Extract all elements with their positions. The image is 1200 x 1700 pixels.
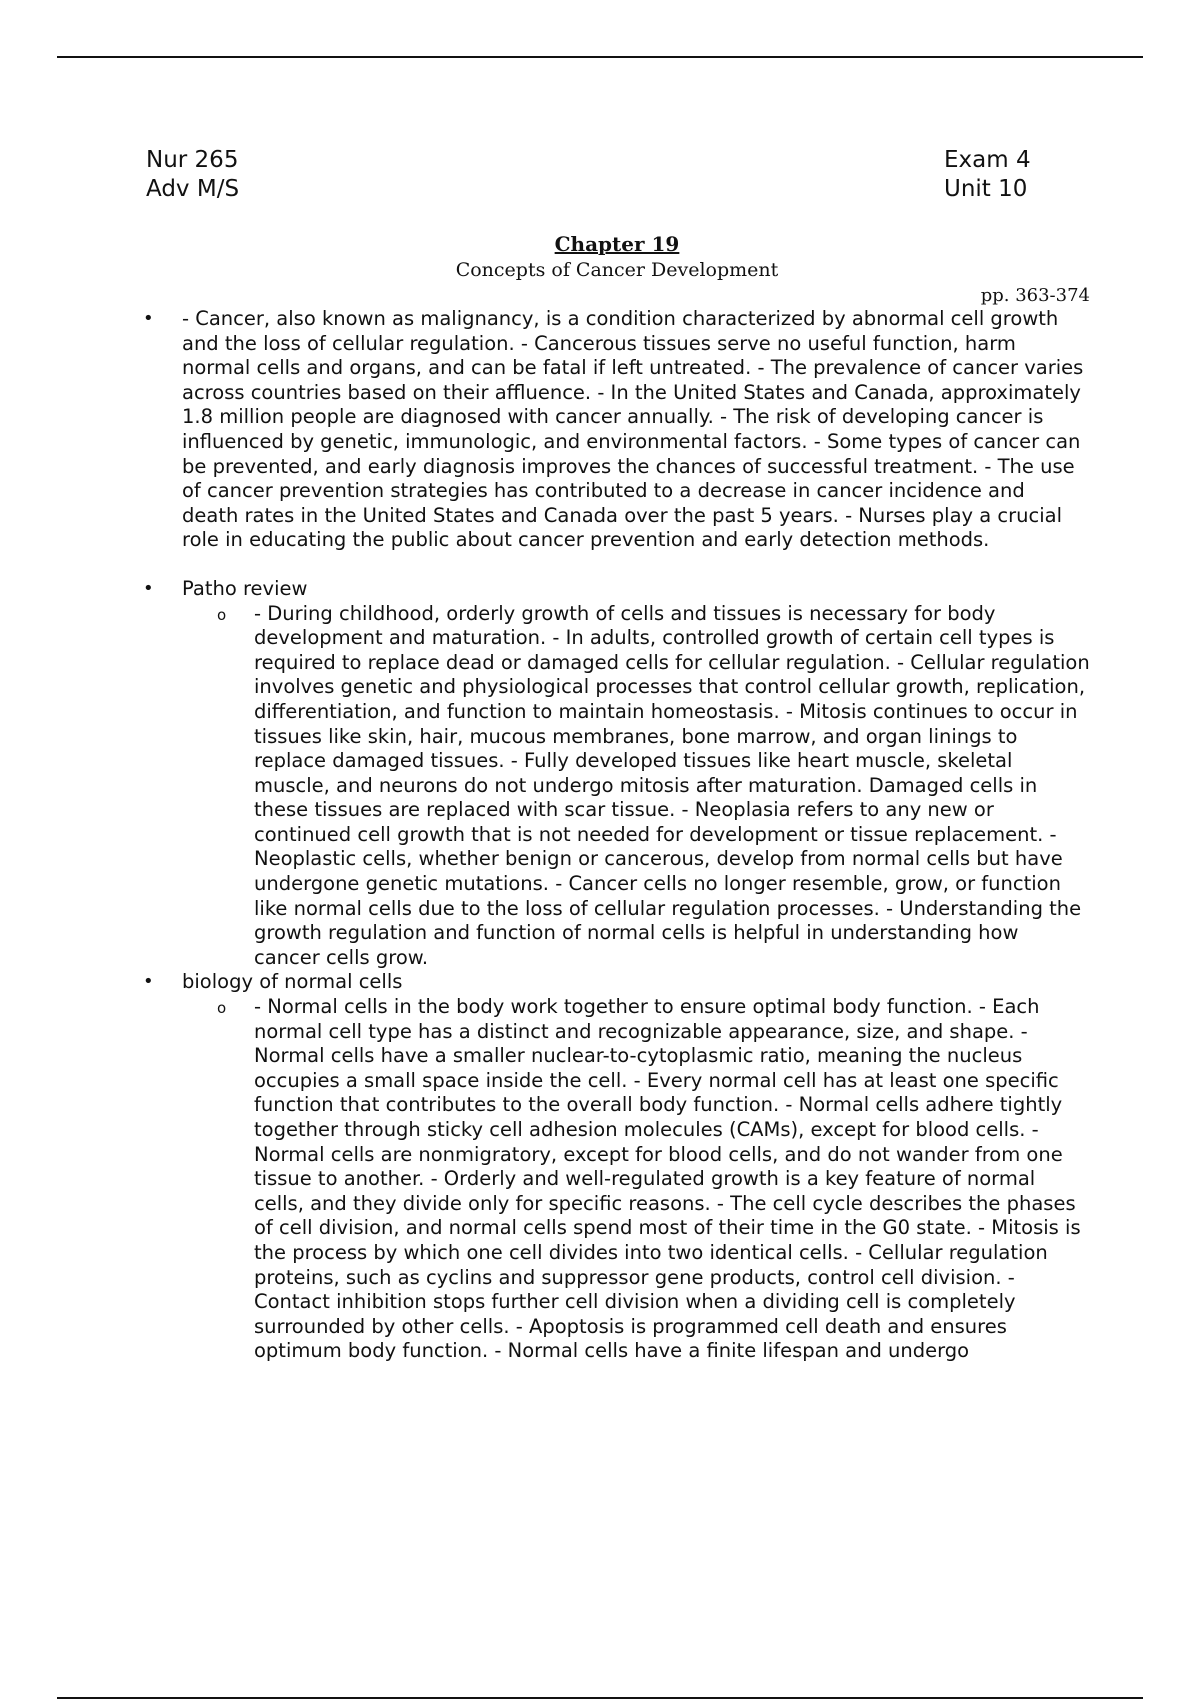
bullet-item-patho-review — [0, 577, 1087, 602]
bullet-dot-icon: • — [143, 577, 154, 599]
chapter-heading — [0, 231, 1200, 283]
chapter-subtitle: Concepts of Cancer Development — [455, 259, 779, 281]
sub-bullet-text: - During childhood, orderly growth of cells and tissues is necessary for body development and maturation. - In adults, controlled growth of certain cell types is required to replace dead or damaged cells for cellular regulation. - Cellular regulation involves genetic and physiological processes that control cellular growth, replication, differentiation, and function to maintain homeostasis. - Mitosis continues to occur in tissues like skin, hair, mucous membranes, bone marrow, and organ linings to replace damaged tissues. - Fully developed tissues like heart muscle, skeletal muscle, and neurons do not undergo mitosis after maturation. Damaged cells in these tissues are replaced with scar tissue. - Neoplasia refers to any new or continued cell growth that is not needed for development or tissue replacement. - Neoplastic cells, whether benign or cancerous, develop from normal cells but have undergone genetic mutations. - Cancer cells no longer resemble, grow, or function like normal cells due to the loss of cellular regulation processes. - Understanding the growth regulation and function of normal cells is helpful in understanding how cancer cells grow. — [254, 601, 1090, 969]
unit-label: Unit 10 — [944, 176, 1028, 202]
bullet-text: Patho review — [182, 576, 308, 600]
sub-bullet-circle-icon: o — [217, 999, 227, 1018]
course-name: Adv M/S — [146, 176, 240, 202]
bullet-dot-icon: • — [143, 308, 154, 329]
sub-bullet-text: - Normal cells in the body work together to ensure optimal body function. - Each normal cell type has a distinct and recognizable appearance, size, and shape. - Normal cells have a smaller nuclear-to-cytoplasmic ratio, meaning the nucleus occupies a small space inside the cell. - Every normal cell has at least one specific function that contributes to the overall body function. - Normal cells adhere tightly together through sticky cell adhesion molecules (CAMs), except for blood cells. - Normal cells are nonmigratory, except for blood cells, and do not wander from one tissue to another. - Orderly and well-regulated growth is a key feature of normal cells, and they divide only for specific reasons. - The cell cycle describes the phases of cell division, and normal cells spend most of their time in the G0 state. - Mitosis is the process by which one cell divides into two identical cells. - Cellular regulation proteins, such as cyclins and suppressor gene products, control cell division. - Contact inhibition stops further cell division when a dividing cell is completely surrounded by other cells. - Apoptosis is programmed cell death and ensures optimum body function. - Normal cells have a finite lifespan and undergo — [254, 995, 1081, 1363]
bottom-rule — [57, 1697, 1143, 1699]
bullet-item-overview — [0, 307, 1087, 553]
bullet-text: biology of normal cells — [182, 970, 403, 994]
sub-bullet-circle-icon: o — [217, 605, 227, 624]
notes-body — [0, 307, 1200, 1364]
chapter-title: Chapter 19 — [554, 232, 680, 256]
sub-bullet-patho-review — [0, 602, 1090, 971]
top-rule — [57, 56, 1143, 58]
bullet-text: - Cancer, also known as malignancy, is a condition characterized by abnormal cell growth and the loss of cellular regulation. - Cancerous tissues serve no useful function, harm normal cells and organs, and can be fatal if left untreated. - The prevalence of cancer varies across countries based on their affluence. - In the United States and Canada, approximately 1.8 million people are diagnosed with cancer annually. - The risk of developing cancer is influenced by genetic, immunologic, and environmental factors. - Some types of cancer can be prevented, and early diagnosis improves the chances of successful treatment. - The use of cancer prevention strategies has contributed to a decrease in cancer incidence and death rates in the United States and Canada over the past 5 years. - Nurses play a crucial role in educating the public about cancer prevention and early detection methods. — [182, 307, 1084, 552]
sub-bullet-biology-normal-cells — [0, 995, 1090, 1364]
page-range: pp. 363-374 — [980, 285, 1090, 306]
exam-label: Exam 4 — [944, 147, 1031, 173]
header-right — [944, 146, 1031, 204]
bullet-dot-icon: • — [143, 971, 154, 993]
header-left — [146, 146, 239, 204]
course-code: Nur 265 — [146, 147, 239, 173]
bullet-item-biology-normal-cells — [0, 970, 1087, 995]
